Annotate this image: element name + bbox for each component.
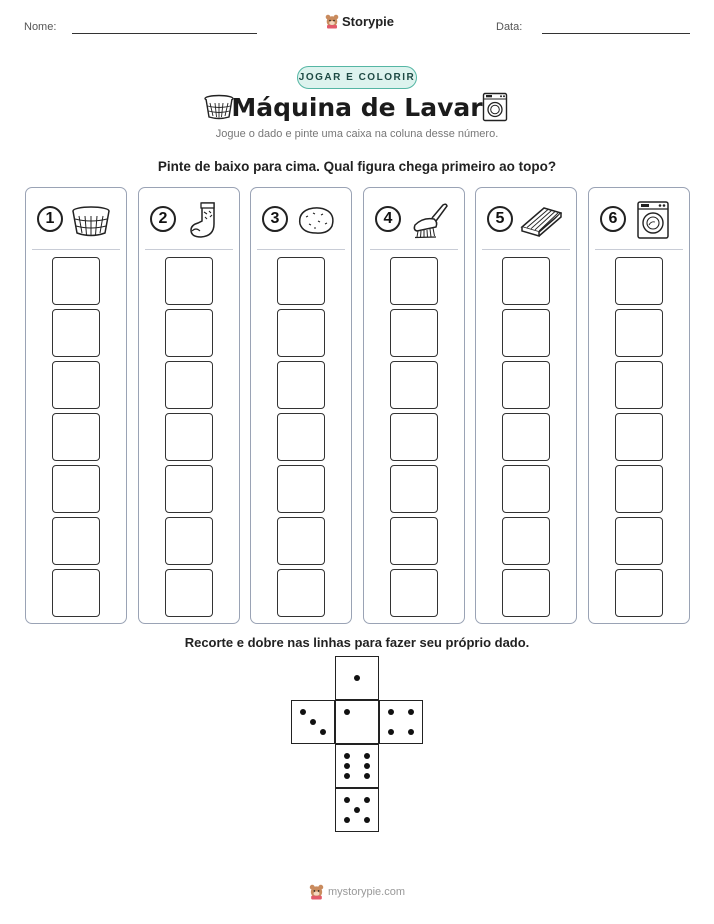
activity-badge: JOGAR E COLORIR (297, 66, 417, 89)
bear-mascot-icon (309, 884, 324, 900)
dice-pip (320, 729, 326, 735)
column-6 (588, 187, 690, 624)
color-box[interactable] (502, 309, 550, 357)
column-number: 6 (600, 206, 626, 232)
dice-pip (408, 729, 414, 735)
color-box[interactable] (277, 309, 325, 357)
column-number: 3 (262, 206, 288, 232)
dice-pip (344, 763, 350, 769)
color-box[interactable] (277, 465, 325, 513)
dice-pip (344, 817, 350, 823)
color-box[interactable] (52, 257, 100, 305)
color-box[interactable] (165, 517, 213, 565)
color-box[interactable] (277, 413, 325, 461)
dice-instruction: Recorte e dobre nas linhas para fazer seu próprio dado. (184, 635, 530, 650)
column-number: 5 (487, 206, 513, 232)
color-box[interactable] (502, 257, 550, 305)
color-box[interactable] (390, 361, 438, 409)
dice-face-5 (335, 788, 379, 832)
color-box[interactable] (277, 569, 325, 617)
color-box[interactable] (615, 517, 663, 565)
color-box[interactable] (390, 465, 438, 513)
color-box[interactable] (390, 569, 438, 617)
dice-pip (364, 773, 370, 779)
column-3 (250, 187, 352, 624)
dice-pip (408, 709, 414, 715)
color-box[interactable] (390, 517, 438, 565)
brand-logo (325, 14, 394, 29)
column-4 (363, 187, 465, 624)
color-box[interactable] (52, 465, 100, 513)
dice-pip (388, 709, 394, 715)
color-box[interactable] (165, 569, 213, 617)
color-box[interactable] (615, 569, 663, 617)
dice-face-6 (335, 744, 379, 788)
color-box[interactable] (502, 569, 550, 617)
color-box[interactable] (165, 257, 213, 305)
column-divider (482, 249, 570, 250)
dice-pip (344, 753, 350, 759)
dice-pip (344, 797, 350, 803)
column-divider (257, 249, 345, 250)
color-box[interactable] (52, 361, 100, 409)
color-box[interactable] (165, 465, 213, 513)
dice-pip (344, 709, 350, 715)
color-box[interactable] (52, 569, 100, 617)
color-box[interactable] (277, 517, 325, 565)
column-divider (145, 249, 233, 250)
name-label: Nome: (24, 21, 57, 33)
dice-pip (388, 729, 394, 735)
dice-face-1 (335, 656, 379, 700)
page-title: Máquina de Lavar (231, 93, 483, 122)
color-box[interactable] (502, 517, 550, 565)
soap-bar-icon (295, 200, 337, 240)
dice-face-3 (291, 700, 335, 744)
date-label: Data: (496, 21, 523, 33)
dice-face-1 (335, 700, 379, 744)
column-1 (25, 187, 127, 624)
dice-pip (364, 763, 370, 769)
page-subtitle: Jogue o dado e pinte uma caixa na coluna desse número. (215, 128, 499, 140)
color-box[interactable] (502, 413, 550, 461)
column-number: 2 (150, 206, 176, 232)
name-line (72, 33, 257, 34)
sock-icon (183, 200, 225, 240)
date-line (542, 33, 690, 34)
dice-pip (364, 753, 370, 759)
dice-pip (300, 709, 306, 715)
column-number: 4 (375, 206, 401, 232)
color-box[interactable] (277, 257, 325, 305)
washing-machine-icon (482, 92, 508, 122)
scrub-brush-icon (408, 200, 450, 240)
dice-pip (364, 817, 370, 823)
color-box[interactable] (390, 413, 438, 461)
color-box[interactable] (165, 413, 213, 461)
color-box[interactable] (615, 257, 663, 305)
color-box[interactable] (52, 517, 100, 565)
dice-pip (354, 675, 360, 681)
color-box[interactable] (52, 309, 100, 357)
dice-pip (364, 797, 370, 803)
column-5 (475, 187, 577, 624)
dice-pip (354, 807, 360, 813)
color-box[interactable] (277, 361, 325, 409)
color-box[interactable] (615, 465, 663, 513)
laundry-basket-icon (70, 200, 112, 240)
footer (0, 884, 714, 900)
color-box[interactable] (615, 309, 663, 357)
color-box[interactable] (52, 413, 100, 461)
color-box[interactable] (390, 257, 438, 305)
color-box[interactable] (390, 309, 438, 357)
column-number: 1 (37, 206, 63, 232)
bear-mascot-icon (325, 14, 339, 29)
column-divider (595, 249, 683, 250)
footer-url[interactable]: mystorypie.com (327, 886, 406, 898)
color-box[interactable] (165, 361, 213, 409)
dice-face-4 (379, 700, 423, 744)
color-box[interactable] (502, 361, 550, 409)
column-divider (32, 249, 120, 250)
dice-pip (310, 719, 316, 725)
coloring-instruction: Pinte de baixo para cima. Qual figura chega primeiro ao topo? (157, 159, 557, 174)
color-box[interactable] (502, 465, 550, 513)
column-2 (138, 187, 240, 624)
folded-towel-icon (520, 200, 562, 240)
dice-pip (344, 773, 350, 779)
color-box[interactable] (165, 309, 213, 357)
column-divider (370, 249, 458, 250)
color-box[interactable] (615, 361, 663, 409)
brand-name: Storypie (342, 14, 395, 29)
color-box[interactable] (615, 413, 663, 461)
washing-machine-icon (633, 200, 675, 240)
